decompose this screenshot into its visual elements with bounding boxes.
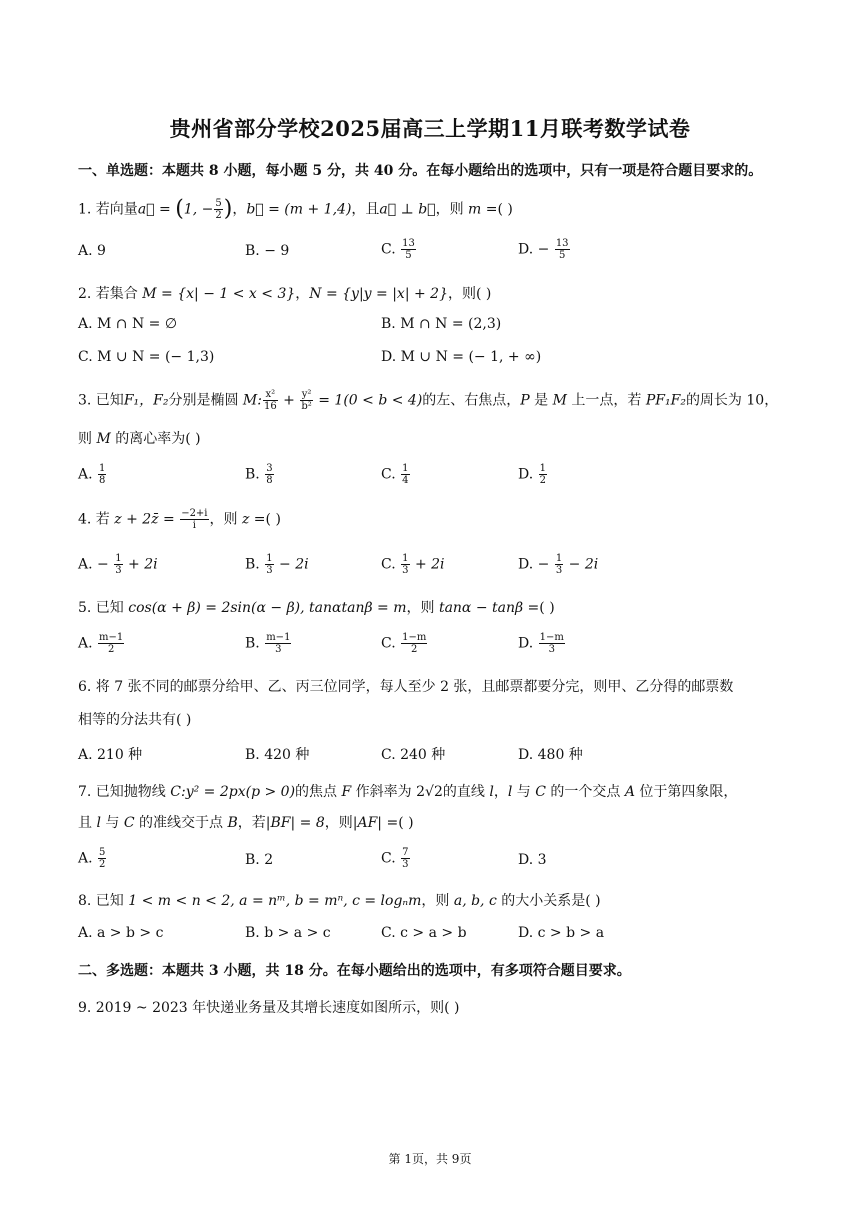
- question-1-option-c: C. $\frac{13}{5}$: [381, 238, 415, 261]
- question-9-stem: 9. 2019 ~ 2023 年快递业务量及其增长速度如图所示，则( ): [78, 1000, 460, 1016]
- question-5-option-c: C. $\frac{1-m}{2}$: [381, 632, 427, 655]
- question-6-stem-line-2: 相等的分法共有( ): [78, 712, 192, 728]
- section-multi-choice-header: 二、多选题：本题共 3 小题，共 18 分。在每小题给出的选项中，有多项符合题目要求。: [78, 963, 631, 979]
- question-6-option-c: C. 240 种: [381, 747, 446, 763]
- question-5-stem: 5. 已知 cos(α + β) = 2sin(α − β), tanαtanβ = m，则 tanα − tanβ =( ): [78, 600, 555, 616]
- question-4-option-a: A. − $\frac{1}{3}$ + 2i: [78, 553, 158, 576]
- page-title: 贵州省部分学校2025届高三上学期11月联考数学试卷: [169, 116, 691, 141]
- question-6-option-b: B. 420 种: [245, 747, 310, 763]
- question-2-stem: 2. 若集合 M = {x| − 1 < x < 3}，N = {y|y = |x| + 2}，则( ): [78, 286, 492, 302]
- question-6-stem-line-1: 6. 将 7 张不同的邮票分给甲、乙、丙三位同学，每人至少 2 张，且邮票都要分完，则甲、乙分得的邮票数: [78, 679, 734, 695]
- question-1-option-d: D. − $\frac{13}{5}$: [518, 238, 569, 261]
- question-7-option-d: D. 3: [518, 852, 547, 868]
- question-1-stem: 1. 若向量a⃗ = (1, − $\frac{5}{2}$ )，b⃗ = (m + 1,4)，且a⃗ ⊥ b⃗，则 m =( ): [78, 196, 513, 222]
- question-3-option-b: B. $\frac{3}{8}$: [245, 463, 273, 486]
- question-8-option-d: D. c > b > a: [518, 925, 605, 941]
- question-6-option-a: A. 210 种: [78, 747, 143, 763]
- question-5-option-d: D. $\frac{1-m}{3}$: [518, 632, 564, 655]
- question-3-option-d: D. $\frac{1}{2}$: [518, 463, 547, 486]
- page-footer: 第 1页，共 9页: [388, 1152, 472, 1166]
- question-7-stem-line-1: 7. 已知抛物线 C:y² = 2px(p > 0)的焦点 F 作斜率为 2√2的直线 l，l 与 C 的一个交点 A 位于第四象限，: [78, 784, 738, 800]
- question-8-stem: 8. 已知 1 < m < n < 2, a = nᵐ, b = mⁿ, c = logₙm，则 a, b, c 的大小关系是( ): [78, 893, 601, 909]
- question-4-option-d: D. − $\frac{1}{3}$ − 2i: [518, 553, 599, 576]
- question-2-option-c: C. M ∪ N = (− 1,3): [78, 349, 215, 365]
- question-5-option-b: B. $\frac{m-1}{3}$: [245, 632, 291, 655]
- question-8-option-b: B. b > a > c: [245, 925, 331, 941]
- question-4-option-b: B. $\frac{1}{3}$ − 2i: [245, 553, 309, 576]
- question-5-option-a: A. $\frac{m-1}{2}$: [78, 632, 124, 655]
- section-single-choice-header: 一、单选题：本题共 8 小题，每小题 5 分，共 40 分。在每小题给出的选项中，只有一项是符合题目要求的。: [78, 163, 763, 179]
- question-1-option-b: B. − 9: [245, 243, 290, 259]
- fraction: $\frac{5}{2}$: [215, 198, 222, 221]
- question-7-option-a: A. $\frac{5}{2}$: [78, 847, 106, 870]
- question-6-option-d: D. 480 种: [518, 747, 583, 763]
- question-8-option-a: A. a > b > c: [78, 925, 164, 941]
- question-7-option-c: C. $\frac{7}{3}$: [381, 847, 409, 870]
- question-1-option-a: A. 9: [78, 243, 106, 259]
- question-2-option-b: B. M ∩ N = (2,3): [381, 316, 502, 332]
- question-3-option-c: C. $\frac{1}{4}$: [381, 463, 409, 486]
- question-8-option-c: C. c > a > b: [381, 925, 467, 941]
- question-7-stem-line-2: 且 l 与 C 的准线交于点 B，若|BF| = 8，则|AF| =( ): [78, 815, 414, 831]
- question-3-stem-line-1: 3. 已知F₁，F₂分别是椭圆 M: $\frac{\text{x²}}{16}$ + $\frac{\text{y²}}{\text{b²}}$ = 1(0 < b < 4)的左、右焦点，P 是 M 上一点，若 PF₁F₂的周长为 10，: [78, 389, 779, 412]
- question-4-option-c: C. $\frac{1}{3}$ + 2i: [381, 553, 445, 576]
- question-3-option-a: A. $\frac{1}{8}$: [78, 463, 106, 486]
- question-2-option-a: A. M ∩ N = ∅: [78, 316, 178, 332]
- question-4-stem: 4. 若 z + 2z̄ = $\frac{-2+i}{i}$ ，则 z =( ): [78, 508, 281, 531]
- question-2-option-d: D. M ∪ N = (− 1, + ∞): [381, 349, 542, 365]
- question-3-stem-line-2: 则 M 的离心率为( ): [78, 431, 201, 447]
- question-7-option-b: B. 2: [245, 852, 274, 868]
